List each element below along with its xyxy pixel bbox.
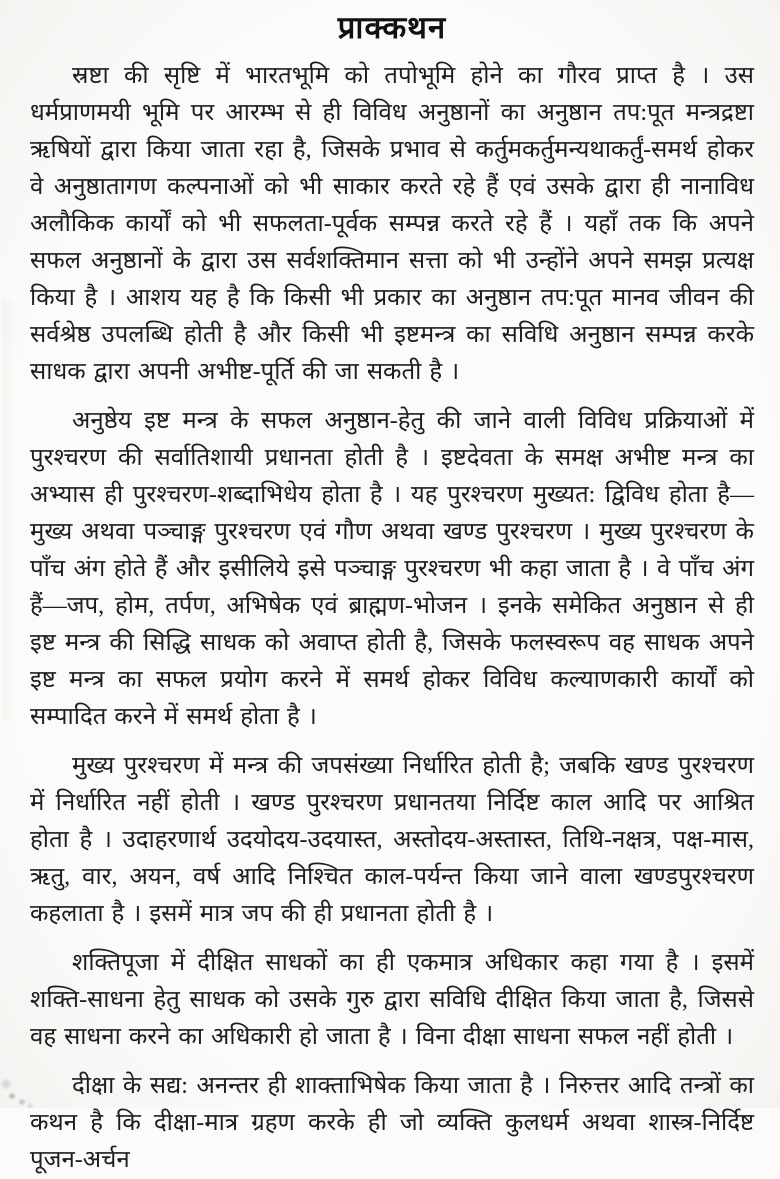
paragraph-2: अनुष्ठेय इष्ट मन्त्र के सफल अनुष्ठान-हेतु की जाने वाली विविध प्रक्रियाओं में पुरश्चरण की सर्वातिशायी प्रधानता होती है । इष्टदेवता के समक्ष अभीष्ट मन्त्र का अभ्यास ही पुरश्चरण-शब्दाभिधेय होता है । यह पुरश्चरण मुख्यत: द्विविध होता है—मुख्य अथवा पञ्चाङ्ग पुरश्चरण एवं गौण अथवा खण्ड पुरश्चरण । मुख्य पुरश्चरण के पाँच अंग होते हैं और इसीलिये इसे पञ्चाङ्ग पुरश्चरण भी कहा जाता है । वे पाँच अंग हैं—जप, होम, तर्पण, अभिषेक एवं ब्राह्मण-भोजन । इनके समेकित अनुष्ठान से ही इष्ट मन्त्र की सिद्धि साधक को अवाप्त होती है, जिसके फलस्वरूप वह साधक अपने इष्ट मन्त्र का सफल प्रयोग करने में समर्थ होकर विविध कल्याणकारी कार्यों को सम्पादित करने में समर्थ होता है । — [30, 408, 754, 730]
paragraph-5: दीक्षा के सद्य: अनन्तर ही शाक्ताभिषेक किया जाता है । निरुत्तर आदि तन्त्रों का कथन है कि दीक्षा-मात्र ग्रहण करके ही जो व्यक्ति कुलधर्म अथवा शास्त्र-निर्दिष्ट पूजन-अर्चन — [30, 1073, 754, 1173]
paragraph-3: मुख्य पुरश्चरण में मन्त्र की जपसंख्या निर्धारित होती है; जबकि खण्ड पुरश्चरण में निर्धारित नहीं होती । खण्ड पुरश्चरण प्रधानतया निर्दिष्ट काल आदि पर आश्रित होता है । उदाहरणार्थ उदयोदय-उदयास्त, अस्तोदय-अस्तास्त, तिथि-नक्षत्र, पक्ष-मास, ऋतु, वार, अयन, वर्ष आदि निश्चित काल-पर्यन्त किया जाने वाला खण्डपुरश्चरण कहलाता है । इसमें मात्र जप की ही प्रधानता होती है । — [30, 753, 754, 927]
paragraph-4: शक्तिपूजा में दीक्षित साधकों का ही एकमात्र अधिकार कहा गया है । इसमें शक्ति-साधना हेतु साधक को उसके गुरु द्वारा सविधि दीक्षित किया जाता है, जिससे वह साधना करने का अधिकारी हो जाता है । विना दीक्षा साधना सफल नहीं होती । — [30, 950, 754, 1050]
scan-edge-shadow — [2, 300, 16, 720]
preface-body — [30, 58, 754, 1179]
page-title: प्राक्कथन — [337, 10, 447, 45]
paragraph-1: स्रष्टा की सृष्टि में भारतभूमि को तपोभूमि होने का गौरव प्राप्त है । उस धर्मप्राणमयी भूमि पर आरम्भ से ही विविध अनुष्ठानों का अनुष्ठान तप:पूत मन्त्रद्रष्टा ऋषियों द्वारा किया जाता रहा है, जिसके प्रभाव से कर्तुमकर्तुमन्यथाकर्तुं-समर्थ होकर वे अनुष्ठातागण कल्पनाओं को भी साकार करते रहे हैं एवं उसके द्वारा ही नानाविध अलौकिक कार्यों को भी सफलता-पूर्वक सम्पन्न करते रहे हैं । यहाँ तक कि अपने सफल अनुष्ठानों के द्वारा उस सर्वशक्तिमान सत्ता को भी उन्होंने अपने समझ प्रत्यक्ष किया है । आशय यह है कि किसी भी प्रकार का अनुष्ठान तप:पूत मानव जीवन की सर्वश्रेष्ठ उपलब्धि होती है और किसी भी इष्टमन्त्र का सविधि अनुष्ठान सम्पन्न करके साधक द्वारा अपनी अभीष्ट-पूर्ति की जा सकती है । — [30, 63, 754, 385]
